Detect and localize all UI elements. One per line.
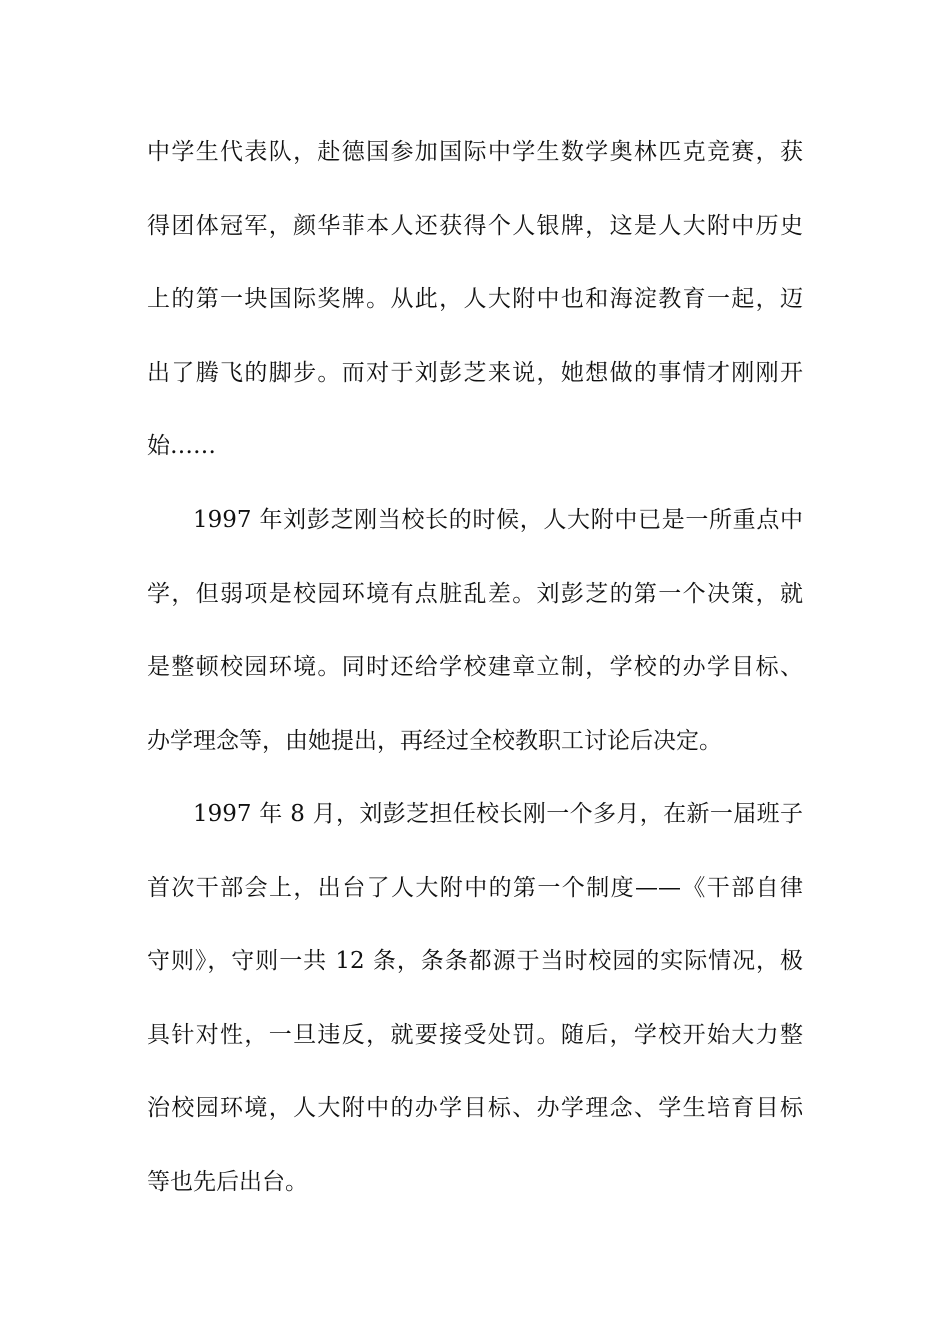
paragraph-line: 是整顿校园环境。同时还给学校建章立制，学校的办学目标、 bbox=[147, 654, 803, 680]
paragraph-2 bbox=[147, 484, 803, 778]
paragraph-line: 中学生代表队，赴德国参加国际中学生数学奥林匹克竞赛，获 bbox=[147, 139, 803, 165]
paragraph-1 bbox=[147, 116, 803, 484]
paragraph-line: 学，但弱项是校园环境有点脏乱差。刘彭芝的第一个决策，就 bbox=[147, 580, 803, 607]
paragraph-line: 得团体冠军，颜华菲本人还获得个人银牌，这是人大附中历史 bbox=[147, 212, 803, 239]
paragraph-line: 1997 年刘彭芝刚当校长的时候，人大附中已是一所重点中 bbox=[193, 507, 803, 533]
paragraph-line: 治校园环境，人大附中的办学目标、办学理念、学生培育目标 bbox=[147, 1095, 803, 1121]
paragraph-line: 具针对性，一旦违反，就要接受处罚。随后，学校开始大力整 bbox=[147, 1021, 803, 1048]
paragraph-3 bbox=[147, 778, 803, 1219]
paragraph-line: 始…… bbox=[147, 433, 216, 459]
paragraph-line: 出了腾飞的脚步。而对于刘彭芝来说，她想做的事情才刚刚开 bbox=[147, 359, 803, 386]
paragraph-line: 等也先后出台。 bbox=[147, 1168, 308, 1195]
paragraph-line: 办学理念等，由她提出，再经过全校教职工讨论后决定。 bbox=[147, 727, 722, 754]
paragraph-line: 守则》，守则一共 12 条，条条都源于当时校园的实际情况，极 bbox=[147, 948, 803, 974]
paragraph-line: 1997 年 8 月，刘彭芝担任校长刚一个多月，在新一届班子 bbox=[193, 801, 803, 827]
paragraph-line: 上的第一块国际奖牌。从此，人大附中也和海淀教育一起，迈 bbox=[147, 286, 803, 312]
paragraph-line: 首次干部会上，出台了人大附中的第一个制度——《干部自律 bbox=[147, 874, 803, 901]
